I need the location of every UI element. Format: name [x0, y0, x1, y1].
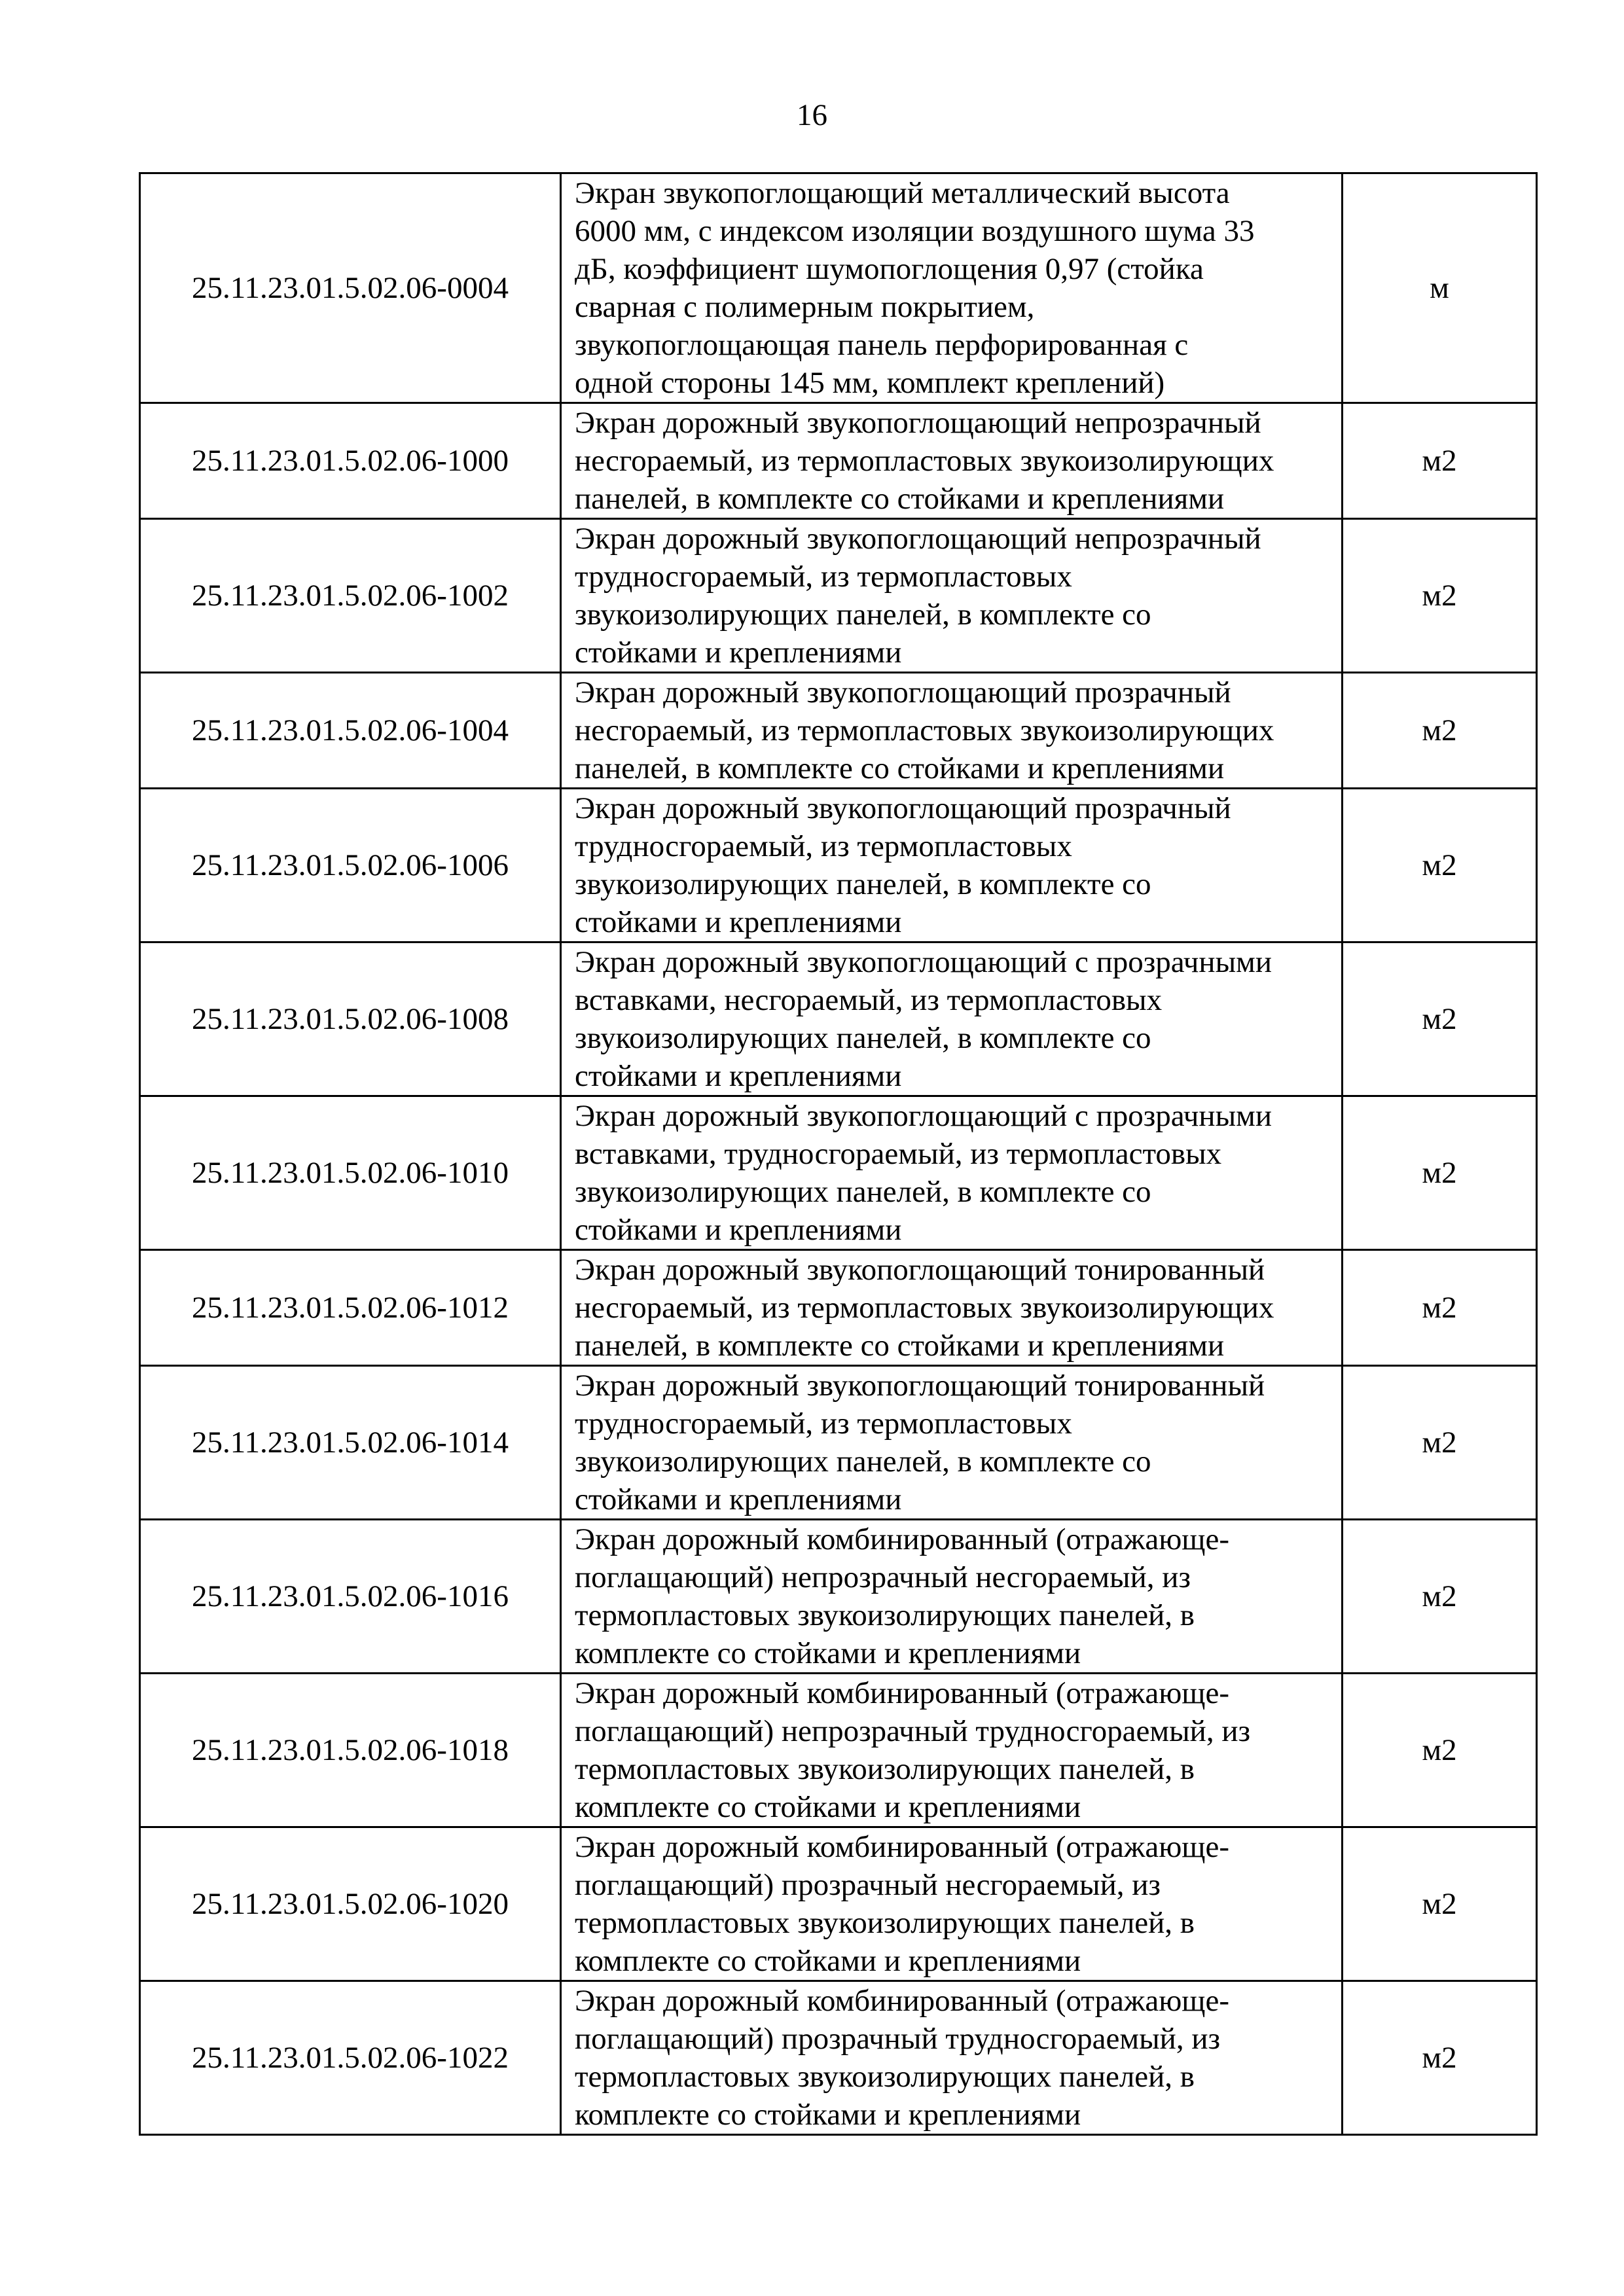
description-line: термопластовых звукоизолирующих панелей, в [575, 1598, 1195, 1632]
resource-code-cell: 25.11.23.01.5.02.06-1004 [140, 673, 561, 789]
unit-cell: м2 [1343, 1250, 1537, 1366]
description-line: звукоизолирующих панелей, в комплекте со [575, 1021, 1151, 1055]
description-line: поглащающий) непрозрачный трудносгораемый, из [575, 1714, 1251, 1748]
description-line: комплекте со стойками и креплениями [575, 1944, 1081, 1978]
description-line: термопластовых звукоизолирующих панелей, в [575, 2060, 1195, 2094]
table-row [140, 1250, 1537, 1366]
resource-code-cell: 25.11.23.01.5.02.06-0004 [140, 173, 561, 403]
description-line: Экран дорожный звукопоглощающий непрозрачный [575, 522, 1261, 556]
description-line: поглащающий) прозрачный трудносгораемый, из [575, 2022, 1221, 2056]
description-line: звукоизолирующих панелей, в комплекте со [575, 867, 1151, 901]
description-line: несгораемый, из термопластовых звукоизолирующих [575, 1291, 1274, 1325]
description-line: Экран дорожный комбинированный (отражающе- [575, 1522, 1230, 1556]
description-line: одной стороны 145 мм, комплект креплений) [575, 366, 1165, 400]
description-line: Экран дорожный звукопоглощающий непрозрачный [575, 406, 1261, 440]
resource-description-cell [561, 1981, 1343, 2135]
resource-description-cell [561, 1674, 1343, 1827]
description-line: стойками и креплениями [575, 1059, 902, 1093]
description-line: поглащающий) непрозрачный несгораемый, из [575, 1560, 1191, 1594]
description-line: Экран дорожный звукопоглощающий прозрачный [575, 675, 1231, 709]
table-row [140, 673, 1537, 789]
description-line: звукопоглощающая панель перфорированная с [575, 328, 1189, 362]
table-row [140, 1520, 1537, 1674]
table-row [140, 403, 1537, 519]
resource-description-cell [561, 1096, 1343, 1250]
description-line: стойками и креплениями [575, 1482, 902, 1516]
resource-code-cell: 25.11.23.01.5.02.06-1002 [140, 519, 561, 673]
resource-code-cell: 25.11.23.01.5.02.06-1006 [140, 789, 561, 942]
description-line: вставками, трудносгораемый, из термопластовых [575, 1137, 1222, 1171]
unit-cell: м2 [1343, 1827, 1537, 1981]
description-line: комплекте со стойками и креплениями [575, 2098, 1081, 2132]
description-line: Экран дорожный звукопоглощающий тонированный [575, 1369, 1265, 1403]
description-line: трудносгораемый, из термопластовых [575, 829, 1072, 863]
description-line: звукоизолирующих панелей, в комплекте со [575, 598, 1151, 632]
resource-description-cell [561, 789, 1343, 942]
resource-code-cell: 25.11.23.01.5.02.06-1020 [140, 1827, 561, 1981]
description-line: стойками и креплениями [575, 905, 902, 939]
table-row [140, 173, 1537, 403]
description-line: стойками и креплениями [575, 1213, 902, 1247]
unit-cell: м2 [1343, 1674, 1537, 1827]
description-line: комплекте со стойками и креплениями [575, 1636, 1081, 1670]
resource-description-cell [561, 942, 1343, 1096]
resource-description-cell [561, 519, 1343, 673]
unit-cell: м [1343, 173, 1537, 403]
description-line: трудносгораемый, из термопластовых [575, 1407, 1072, 1441]
resource-description-cell [561, 1827, 1343, 1981]
table-row [140, 789, 1537, 942]
resource-code-cell: 25.11.23.01.5.02.06-1014 [140, 1366, 561, 1520]
table-body [140, 173, 1537, 2135]
unit-cell: м2 [1343, 1520, 1537, 1674]
description-line: поглащающий) прозрачный несгораемый, из [575, 1868, 1161, 1902]
table-row [140, 1674, 1537, 1827]
description-line: Экран звукопоглощающий металлический высота [575, 176, 1230, 210]
description-line: Экран дорожный комбинированный (отражающе- [575, 1830, 1230, 1864]
table-row [140, 1827, 1537, 1981]
page-number: 16 [797, 98, 827, 132]
description-line: панелей, в комплекте со стойками и креплениями [575, 751, 1225, 785]
description-line: Экран дорожный звукопоглощающий с прозрачными [575, 945, 1272, 979]
table-row [140, 942, 1537, 1096]
description-line: 6000 мм, с индексом изоляции воздушного шума 33 [575, 214, 1255, 248]
resource-code-cell: 25.11.23.01.5.02.06-1008 [140, 942, 561, 1096]
description-line: звукоизолирующих панелей, в комплекте со [575, 1444, 1151, 1479]
unit-cell: м2 [1343, 673, 1537, 789]
resource-description-cell [561, 1250, 1343, 1366]
table-row [140, 1096, 1537, 1250]
resource-code-cell: 25.11.23.01.5.02.06-1010 [140, 1096, 561, 1250]
description-line: дБ, коэффициент шумопоглощения 0,97 (стойка [575, 252, 1204, 286]
unit-cell: м2 [1343, 1366, 1537, 1520]
description-line: несгораемый, из термопластовых звукоизолирующих [575, 444, 1274, 478]
resource-code-cell: 25.11.23.01.5.02.06-1022 [140, 1981, 561, 2135]
description-line: сварная с полимерным покрытием, [575, 290, 1035, 324]
description-line: комплекте со стойками и креплениями [575, 1790, 1081, 1824]
unit-cell: м2 [1343, 942, 1537, 1096]
description-line: панелей, в комплекте со стойками и креплениями [575, 482, 1225, 516]
resource-code-cell: 25.11.23.01.5.02.06-1016 [140, 1520, 561, 1674]
table-row [140, 1981, 1537, 2135]
description-line: вставками, несгораемый, из термопластовых [575, 983, 1163, 1017]
unit-cell: м2 [1343, 403, 1537, 519]
resource-code-cell: 25.11.23.01.5.02.06-1018 [140, 1674, 561, 1827]
unit-cell: м2 [1343, 1981, 1537, 2135]
description-line: панелей, в комплекте со стойками и креплениями [575, 1329, 1225, 1363]
table-row [140, 1366, 1537, 1520]
resource-code-cell: 25.11.23.01.5.02.06-1012 [140, 1250, 561, 1366]
description-line: звукоизолирующих панелей, в комплекте со [575, 1175, 1151, 1209]
description-line: стойками и креплениями [575, 636, 902, 670]
resource-description-cell [561, 673, 1343, 789]
description-line: Экран дорожный звукопоглощающий тонированный [575, 1253, 1265, 1287]
description-line: несгораемый, из термопластовых звукоизолирующих [575, 713, 1274, 747]
resource-description-cell [561, 1366, 1343, 1520]
unit-cell: м2 [1343, 789, 1537, 942]
table-row [140, 519, 1537, 673]
unit-cell: м2 [1343, 519, 1537, 673]
description-line: Экран дорожный звукопоглощающий с прозрачными [575, 1099, 1272, 1133]
description-line: трудносгораемый, из термопластовых [575, 560, 1072, 594]
resource-code-cell: 25.11.23.01.5.02.06-1000 [140, 403, 561, 519]
resource-description-cell [561, 173, 1343, 403]
resource-description-cell [561, 403, 1343, 519]
description-line: Экран дорожный комбинированный (отражающе- [575, 1984, 1230, 2018]
description-line: термопластовых звукоизолирующих панелей, в [575, 1906, 1195, 1940]
resource-description-cell [561, 1520, 1343, 1674]
unit-cell: м2 [1343, 1096, 1537, 1250]
description-line: Экран дорожный комбинированный (отражающе- [575, 1676, 1230, 1710]
description-line: термопластовых звукоизолирующих панелей, в [575, 1752, 1195, 1786]
description-line: Экран дорожный звукопоглощающий прозрачный [575, 791, 1231, 825]
resource-table [139, 172, 1538, 2136]
